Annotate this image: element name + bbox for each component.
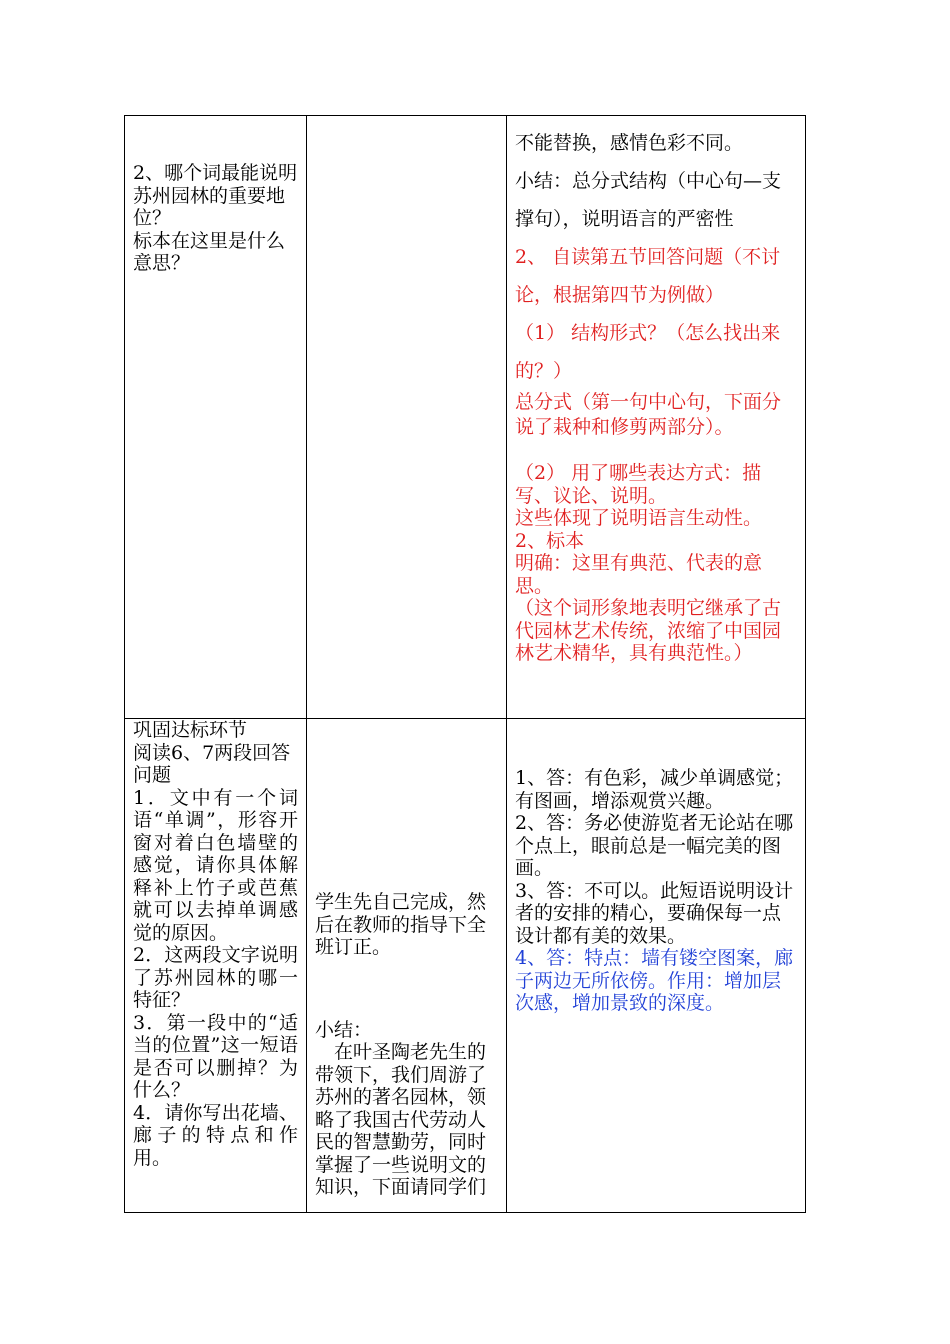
keyword-label: 2、标本 xyxy=(515,529,585,552)
summary-text: 在叶圣陶老先生的带领下，我们周游了苏州的著名园林，领略了我国古代劳动人民的智慧勤劳，同时掌握了一些说明文的知识，下面请同学们 xyxy=(315,1041,487,1198)
question-3: 3．第一段中的“适当的位置”这一短语是否可以删掉？为什么？ xyxy=(133,1011,298,1101)
section-intro: 阅读6、7两段回答问题 xyxy=(133,741,291,786)
answer-structure: 总分式（第一句中心句，下面分说了栽种和修剪两部分）。 xyxy=(515,391,782,438)
answer-expression: 这些体现了说明语言生动性。 xyxy=(515,507,763,529)
question-cell xyxy=(125,116,307,719)
task-text: 2、 自读第五节回答问题（不讨论，根据第四节为例做） xyxy=(515,246,781,306)
answer-2: 2、答：务必使游览者无论站在哪个点上，眼前总是一幅完美的图画。 xyxy=(515,812,794,879)
question-2: 2、哪个词最能说明苏州园林的重要地位？ xyxy=(133,162,298,229)
question-cell xyxy=(125,719,307,1213)
answer-3: 3、答：不可以。此短语说明设计者的安排的精心，要确保每一点设计都有美的效果。 xyxy=(515,879,794,947)
answer-line: 不能替换，感情色彩不同。 xyxy=(515,132,744,154)
keyword-explanation: （这个词形象地表明它继承了古代园林艺术传统，浓缩了中国园林艺术精华，具有典范性。） xyxy=(515,597,782,664)
activity-cell xyxy=(307,116,507,719)
table-row xyxy=(125,719,806,1213)
question-2b: 标本在这里是什么意思？ xyxy=(133,229,286,274)
summary-label: 小结： xyxy=(315,1018,373,1041)
table-row xyxy=(125,116,806,719)
summary-text: 小结：总分式结构（中心句—支撑句），说明语言的严密性 xyxy=(515,170,782,230)
question-2: 2．这两段文字说明了苏州园林的哪一特征？ xyxy=(133,944,298,1011)
answer-1: 1、答：有色彩，减少单调感觉；有图画，增添观赏兴趣。 xyxy=(515,767,794,812)
answer-cell xyxy=(507,719,806,1213)
question-expression: （2） 用了哪些表达方式：描写、议论、说明。 xyxy=(515,462,762,507)
question-1: 1．文中有一个词语“单调”，形容开窗对着白色墙壁的感觉，请你具体解释补上竹子或芭蕉就可以去掉单调感觉的原因。 xyxy=(133,786,298,944)
answer-cell xyxy=(507,116,806,719)
activity-text: 学生先自己完成，然后在教师的指导下全班订正。 xyxy=(315,891,487,958)
question-4: 4．请你写出花墙、廊子的特点和作用。 xyxy=(133,1101,298,1169)
section-title: 巩固达标环节 xyxy=(133,719,248,741)
activity-cell xyxy=(307,719,507,1213)
answer-4: 4、答：特点：墙有镂空图案，廊子两边无所依傍。作用：增加层次感，增加景致的深度。 xyxy=(515,947,794,1014)
question-structure: （1） 结构形式？（怎么找出来的？） xyxy=(515,322,781,382)
keyword-meaning: 明确：这里有典范、代表的意思。 xyxy=(515,552,763,597)
lesson-plan-table xyxy=(124,115,806,1213)
